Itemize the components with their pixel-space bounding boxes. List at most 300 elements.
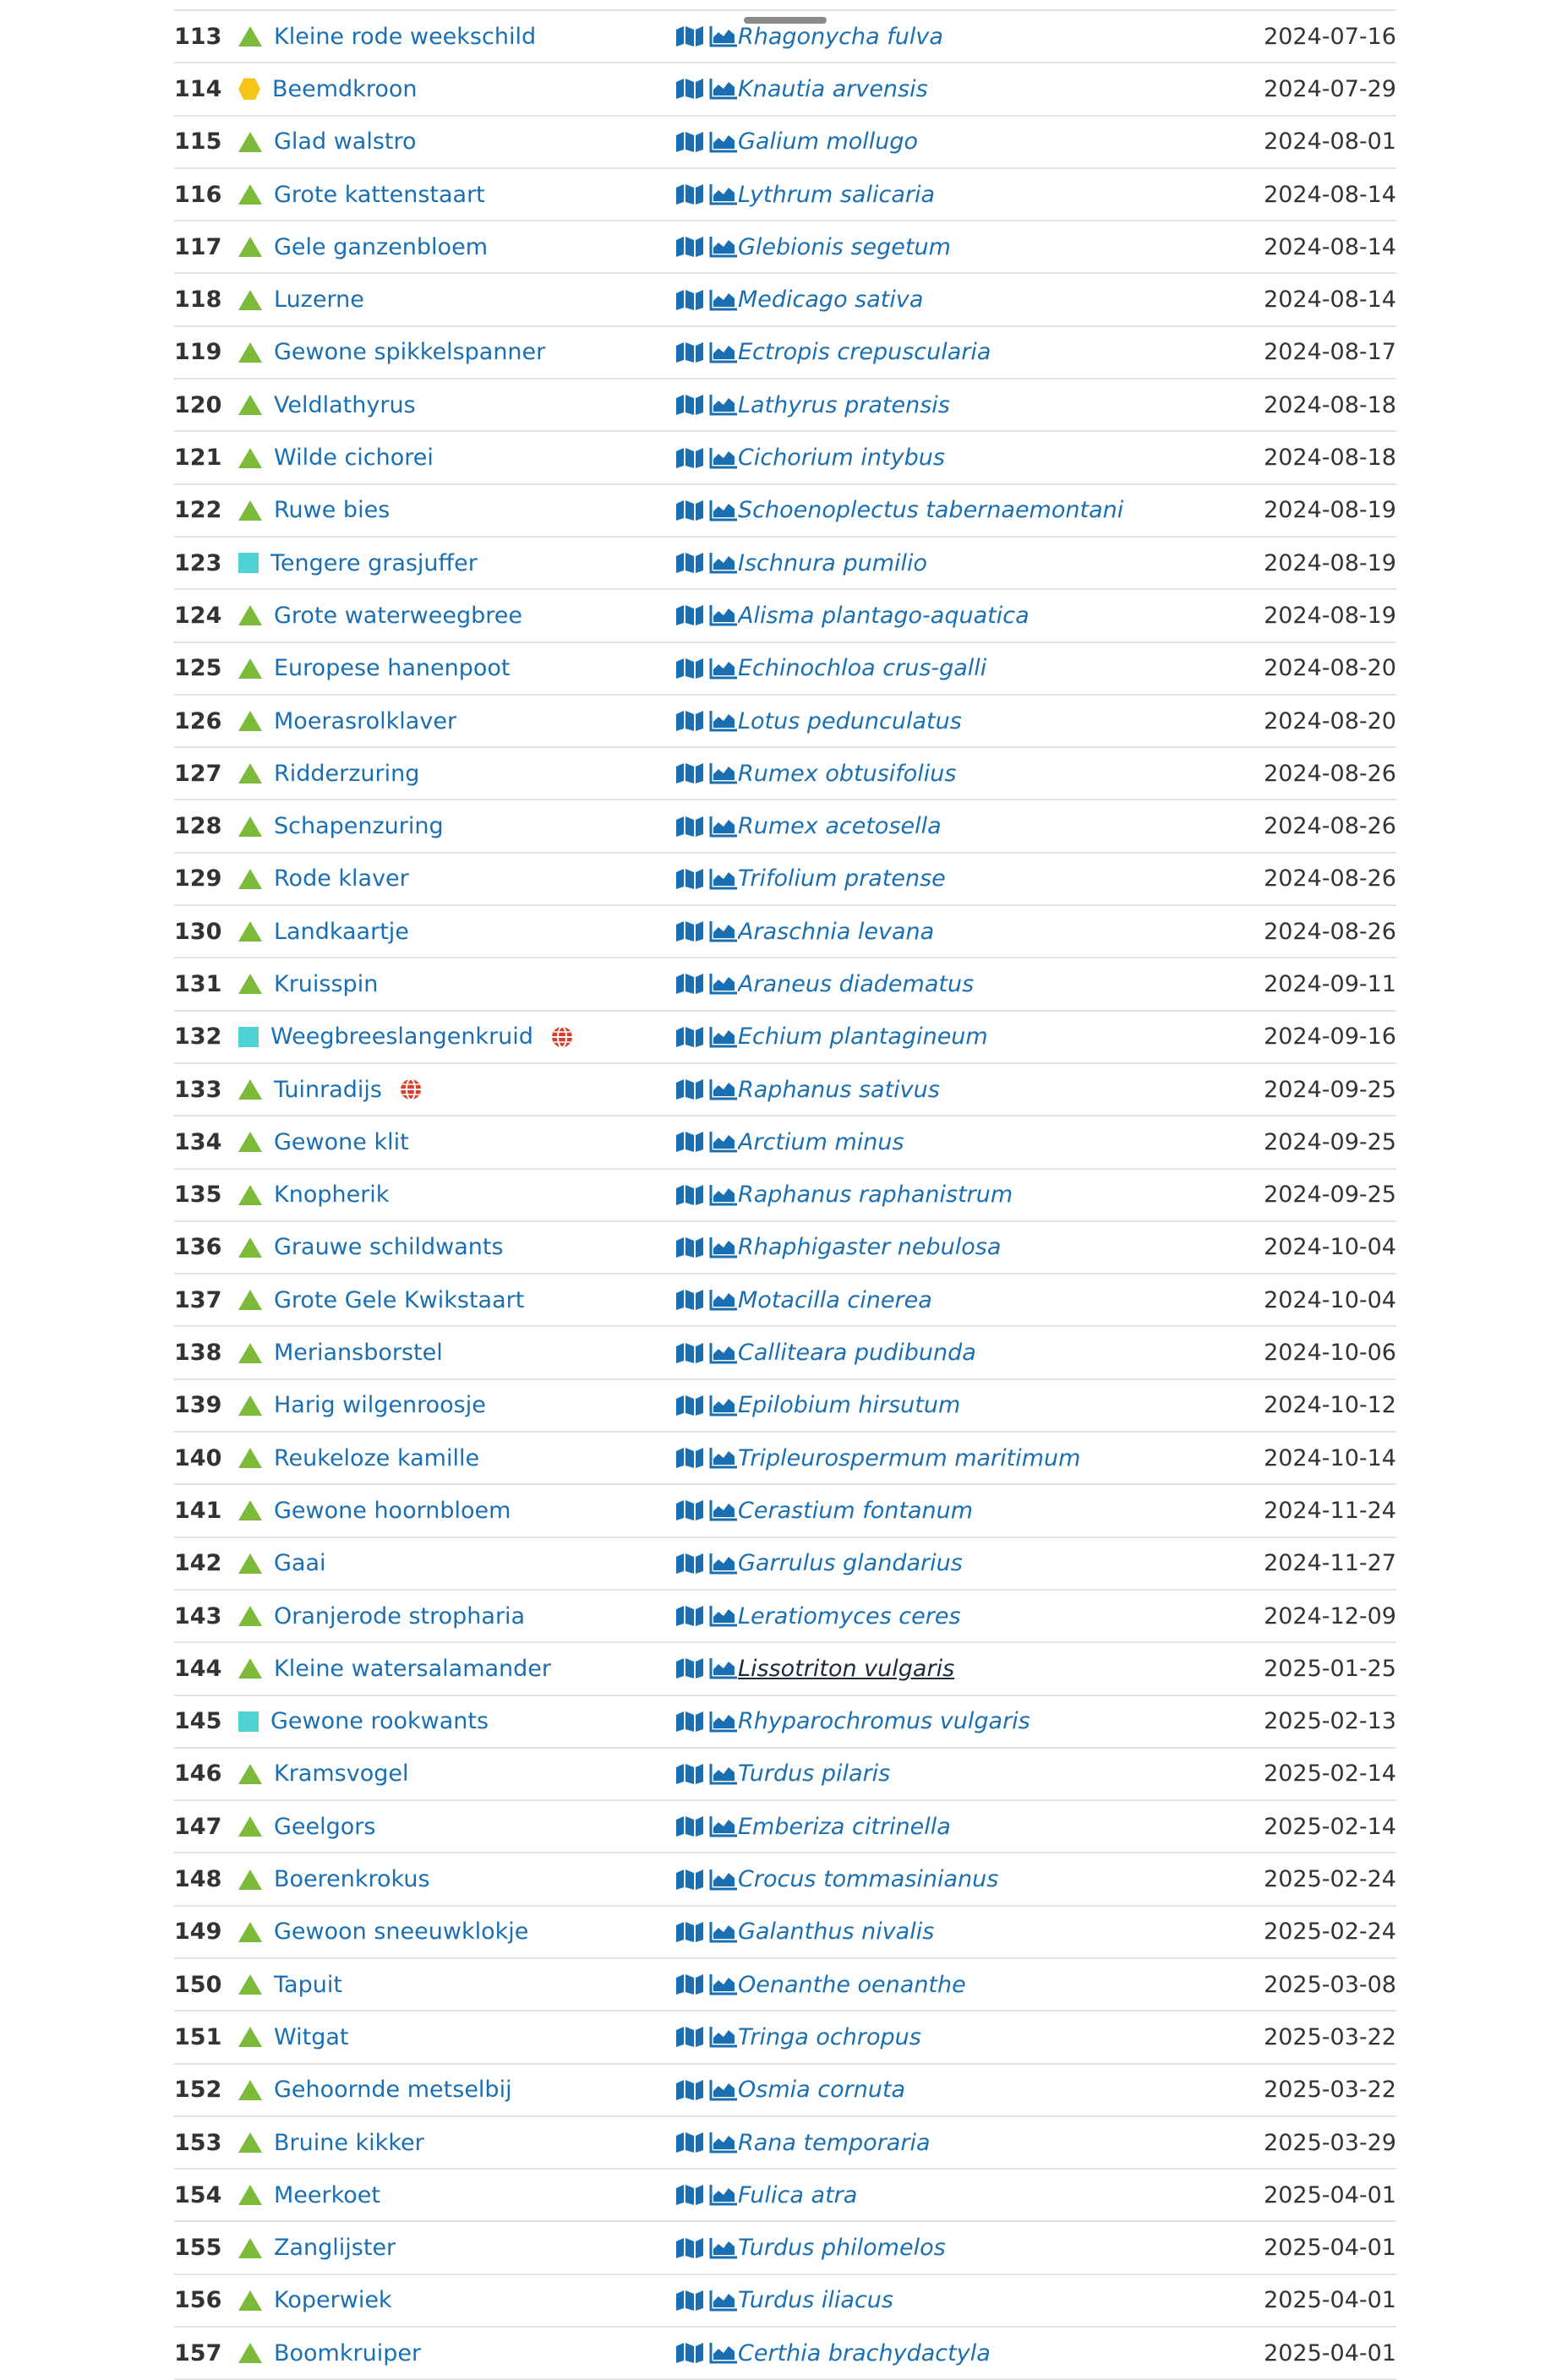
species-name-link[interactable]: Reukeloze kamille	[274, 1444, 480, 1471]
action-icons-cell	[658, 1011, 738, 1063]
scientific-name-link[interactable]: Turdus philomelos	[738, 2235, 946, 2262]
chart-icon[interactable]	[709, 1236, 738, 1258]
species-name-cell	[228, 1221, 658, 1274]
map-icon[interactable]	[675, 1395, 704, 1417]
map-icon[interactable]	[675, 2184, 704, 2206]
chart-icon[interactable]	[709, 920, 738, 942]
scientific-name-cell	[738, 1011, 1210, 1063]
action-icons-cell	[658, 2274, 738, 2327]
species-name-cell	[228, 1116, 658, 1168]
observation-date: 2024-09-25	[1210, 1116, 1396, 1168]
species-table	[174, 9, 1396, 2380]
chart-icon[interactable]	[709, 1711, 738, 1733]
observation-date: 2025-02-24	[1210, 1853, 1396, 1905]
observation-date: 2024-08-26	[1210, 800, 1396, 852]
scientific-name-cell	[738, 1853, 1210, 1905]
map-icon[interactable]	[675, 2079, 704, 2101]
scientific-name-cell	[738, 1116, 1210, 1168]
map-icon[interactable]	[675, 710, 704, 732]
map-icon[interactable]	[675, 658, 704, 680]
species-row	[174, 2274, 1396, 2327]
species-name-link[interactable]: Gewoon sneeuwklokje	[274, 1919, 529, 1946]
map-icon[interactable]	[675, 1869, 704, 1891]
species-name-cell	[228, 1800, 658, 1853]
chart-icon[interactable]	[709, 1921, 738, 1943]
row-number: 126	[174, 695, 228, 747]
triangle-status-icon	[238, 1870, 262, 1890]
row-number: 122	[174, 484, 228, 537]
row-number: 144	[174, 1642, 228, 1695]
observation-date: 2024-08-14	[1210, 168, 1396, 221]
scientific-name-link[interactable]: Crocus tommasinianus	[738, 1866, 999, 1893]
action-icons-cell	[658, 2064, 738, 2116]
species-name-link[interactable]: Glad walstro	[274, 128, 417, 156]
species-name-link[interactable]: Ruwe bies	[274, 497, 390, 524]
scientific-name-link[interactable]: Knautia arvensis	[738, 75, 928, 102]
chart-icon[interactable]	[709, 1657, 738, 1679]
map-icon[interactable]	[675, 1499, 704, 1521]
row-number: 115	[174, 116, 228, 168]
scientific-name-link[interactable]: Lythrum salicaria	[738, 181, 936, 208]
scientific-name-link[interactable]: Cerastium fontanum	[738, 1497, 974, 1524]
chart-icon[interactable]	[709, 2237, 738, 2259]
species-row	[174, 800, 1396, 852]
action-icons-cell	[658, 1748, 738, 1800]
observation-date: 2024-08-26	[1210, 905, 1396, 958]
species-name-link[interactable]: Boerenkrokus	[274, 1866, 430, 1893]
scientific-name-link[interactable]: Emberiza citrinella	[738, 1813, 951, 1840]
chart-icon[interactable]	[709, 1605, 738, 1627]
chart-icon[interactable]	[709, 973, 738, 995]
scientific-name-link[interactable]: Garrulus glandarius	[738, 1550, 963, 1577]
species-name-link[interactable]: Gaai	[274, 1550, 326, 1577]
scientific-name-link[interactable]: Galium mollugo	[738, 128, 919, 156]
chart-icon[interactable]	[709, 1131, 738, 1153]
action-icons-cell	[658, 589, 738, 641]
species-name-link[interactable]: Wilde cichorei	[274, 445, 434, 472]
scientific-name-link[interactable]: Alisma plantago-aquatica	[738, 602, 1030, 629]
species-name-cell	[228, 2169, 658, 2221]
chart-icon[interactable]	[709, 1815, 738, 1837]
row-number: 157	[174, 2327, 228, 2379]
map-icon[interactable]	[675, 552, 704, 574]
chart-icon[interactable]	[709, 499, 738, 521]
scientific-name-link[interactable]: Raphanus raphanistrum	[738, 1182, 1013, 1209]
chart-icon[interactable]	[709, 868, 738, 890]
species-name-cell	[228, 273, 658, 325]
chart-icon[interactable]	[709, 1447, 738, 1469]
chart-icon[interactable]	[709, 1289, 738, 1311]
map-icon[interactable]	[675, 1973, 704, 1995]
map-icon[interactable]	[675, 1078, 704, 1100]
chart-icon[interactable]	[709, 1763, 738, 1785]
species-name-cell	[228, 1379, 658, 1432]
chart-icon[interactable]	[709, 1973, 738, 1995]
action-icons-cell	[658, 273, 738, 325]
action-icons-cell	[658, 1537, 738, 1590]
observation-date: 2025-02-14	[1210, 1748, 1396, 1800]
species-name-link[interactable]: Grauwe schildwants	[274, 1234, 504, 1261]
map-icon[interactable]	[675, 1026, 704, 1048]
scientific-name-link[interactable]: Motacilla cinerea	[738, 1286, 932, 1313]
triangle-status-icon	[238, 1395, 262, 1416]
chart-icon[interactable]	[709, 552, 738, 574]
chart-icon[interactable]	[709, 1078, 738, 1100]
chart-icon[interactable]	[709, 762, 738, 784]
observation-date: 2025-02-14	[1210, 1800, 1396, 1853]
species-name-link[interactable]: Grote Gele Kwikstaart	[274, 1286, 525, 1313]
map-icon[interactable]	[675, 1131, 704, 1153]
species-name-link[interactable]: Boomkruiper	[274, 2339, 422, 2366]
scientific-name-cell	[738, 1695, 1210, 1748]
map-icon[interactable]	[675, 1236, 704, 1258]
species-name-link[interactable]: Geelgors	[274, 1813, 376, 1840]
species-name-cell	[228, 695, 658, 747]
map-icon[interactable]	[675, 1289, 704, 1311]
species-name-cell	[228, 1537, 658, 1590]
species-name-link[interactable]: Grote kattenstaart	[274, 181, 485, 208]
species-row	[174, 1011, 1396, 1063]
species-name-link[interactable]: Gewone rookwants	[270, 1708, 489, 1735]
scientific-name-link[interactable]: Tringa ochropus	[738, 2023, 921, 2050]
scientific-name-link[interactable]: Araschnia levana	[738, 918, 935, 945]
scientific-name-link[interactable]: Oenanthe oenanthe	[738, 1971, 966, 1998]
species-name-link[interactable]: Meriansborstel	[274, 1340, 443, 1367]
species-row	[174, 484, 1396, 537]
species-row	[174, 589, 1396, 641]
species-row	[174, 747, 1396, 800]
chart-icon[interactable]	[709, 1184, 738, 1206]
scientific-name-cell	[738, 63, 1210, 115]
row-number: 118	[174, 273, 228, 325]
action-icons-cell	[658, 1484, 738, 1537]
row-number: 131	[174, 958, 228, 1010]
species-name-link[interactable]: Tengere grasjuffer	[270, 549, 478, 576]
species-name-link[interactable]: Oranjerode stropharia	[274, 1602, 526, 1629]
row-number: 143	[174, 1590, 228, 1642]
species-name-cell	[228, 537, 658, 589]
species-name-link[interactable]: Bruine kikker	[274, 2129, 424, 2156]
row-number: 119	[174, 326, 228, 379]
action-icons-cell	[658, 1853, 738, 1905]
scientific-name-link[interactable]: Leratiomyces ceres	[738, 1602, 961, 1629]
map-icon[interactable]	[675, 341, 704, 363]
chart-icon[interactable]	[709, 2026, 738, 2048]
action-icons-cell	[658, 2327, 738, 2379]
species-name-cell	[228, 2011, 658, 2063]
scientific-name-link[interactable]: Arctium minus	[738, 1128, 904, 1155]
chart-icon[interactable]	[709, 394, 738, 416]
observation-date: 2024-08-01	[1210, 116, 1396, 168]
species-name-cell	[228, 2274, 658, 2327]
row-number: 116	[174, 168, 228, 221]
triangle-status-icon	[238, 1132, 262, 1152]
chart-icon[interactable]	[709, 2184, 738, 2206]
scientific-name-link[interactable]: Raphanus sativus	[738, 1076, 940, 1103]
globe-exotic-icon	[550, 1025, 574, 1049]
map-icon[interactable]	[675, 920, 704, 942]
map-icon[interactable]	[675, 604, 704, 626]
globe-exotic-icon	[399, 1078, 423, 1101]
action-icons-cell	[658, 10, 738, 63]
species-name-link[interactable]: Gehoornde metselbij	[274, 2077, 512, 2104]
chart-icon[interactable]	[709, 1026, 738, 1048]
map-icon[interactable]	[675, 1815, 704, 1837]
scientific-name-link[interactable]: Turdus pilaris	[738, 1760, 891, 1788]
map-icon[interactable]	[675, 816, 704, 838]
triangle-status-icon	[238, 500, 262, 521]
species-name-link[interactable]: Europese hanenpoot	[274, 655, 511, 682]
observation-date: 2024-08-18	[1210, 431, 1396, 483]
chart-icon[interactable]	[709, 658, 738, 680]
map-icon[interactable]	[675, 2342, 704, 2364]
chart-icon[interactable]	[709, 2079, 738, 2101]
map-icon[interactable]	[675, 1184, 704, 1206]
species-name-link[interactable]: Grote waterweegbree	[274, 602, 522, 629]
scientific-name-link[interactable]: Fulica atra	[738, 2181, 858, 2208]
species-name-link[interactable]: Knopherik	[274, 1182, 390, 1209]
map-icon[interactable]	[675, 2132, 704, 2153]
species-name-cell	[228, 1958, 658, 2011]
chart-icon[interactable]	[709, 289, 738, 311]
species-name-cell	[228, 1063, 658, 1116]
map-icon[interactable]	[675, 1605, 704, 1627]
species-row	[174, 1642, 1396, 1695]
chart-icon[interactable]	[709, 183, 738, 205]
species-row	[174, 905, 1396, 958]
scientific-name-link[interactable]: Certhia brachydactyla	[738, 2339, 991, 2366]
scientific-name-link[interactable]: Lissotriton vulgaris	[738, 1655, 955, 1682]
species-name-link[interactable]: Kruisspin	[274, 970, 379, 997]
triangle-status-icon	[238, 1185, 262, 1205]
scientific-name-link[interactable]: Rhyparochromus vulgaris	[738, 1708, 1030, 1735]
chart-icon[interactable]	[709, 131, 738, 153]
map-icon[interactable]	[675, 25, 704, 47]
action-icons-cell	[658, 958, 738, 1010]
chart-icon[interactable]	[709, 447, 738, 469]
scientific-name-link[interactable]: Rhaphigaster nebulosa	[738, 1234, 1002, 1261]
scientific-name-cell	[738, 2274, 1210, 2327]
observation-date: 2024-08-17	[1210, 326, 1396, 379]
species-name-cell	[228, 63, 658, 115]
species-name-cell	[228, 379, 658, 431]
map-icon[interactable]	[675, 1921, 704, 1943]
scientific-name-link[interactable]: Glebionis segetum	[738, 233, 951, 260]
map-icon[interactable]	[675, 2237, 704, 2259]
species-name-link[interactable]: Rode klaver	[274, 865, 409, 892]
scientific-name-link[interactable]: Osmia cornuta	[738, 2077, 906, 2104]
scientific-name-link[interactable]: Echinochloa crus-galli	[738, 655, 987, 682]
chart-icon[interactable]	[709, 2290, 738, 2312]
scientific-name-link[interactable]: Rana temporaria	[738, 2129, 931, 2156]
scientific-name-cell	[738, 853, 1210, 905]
map-icon[interactable]	[675, 1342, 704, 1364]
action-icons-cell	[658, 1958, 738, 2011]
scientific-name-cell	[738, 1484, 1210, 1537]
map-icon[interactable]	[675, 131, 704, 153]
scientific-name-link[interactable]: Lathyrus pratensis	[738, 391, 950, 418]
map-icon[interactable]	[675, 868, 704, 890]
scientific-name-link[interactable]: Epilobium hirsutum	[738, 1392, 961, 1419]
species-name-link[interactable]: Gele ganzenbloem	[274, 233, 488, 260]
species-row	[174, 1484, 1396, 1537]
species-name-link[interactable]: Ridderzuring	[274, 760, 420, 787]
chart-icon[interactable]	[709, 2342, 738, 2364]
scientific-name-cell	[738, 2116, 1210, 2169]
action-icons-cell	[658, 326, 738, 379]
species-name-link[interactable]: Meerkoet	[274, 2181, 381, 2208]
species-name-link[interactable]: Gewone spikkelspanner	[274, 339, 546, 366]
observation-date: 2024-10-12	[1210, 1379, 1396, 1432]
species-name-link[interactable]: Beemdkroon	[272, 75, 418, 102]
triangle-status-icon	[238, 1237, 262, 1258]
chart-icon[interactable]	[709, 1869, 738, 1891]
species-row	[174, 431, 1396, 483]
scientific-name-link[interactable]: Turdus iliacus	[738, 2287, 893, 2314]
triangle-status-icon	[238, 1500, 262, 1520]
scientific-name-link[interactable]: Medicago sativa	[738, 287, 924, 314]
scientific-name-link[interactable]: Calliteara pudibunda	[738, 1340, 976, 1367]
species-name-link[interactable]: Zanglijster	[274, 2235, 396, 2262]
action-icons-cell	[658, 853, 738, 905]
chart-icon[interactable]	[709, 341, 738, 363]
triangle-status-icon	[238, 1764, 262, 1784]
species-name-link[interactable]: Tapuit	[274, 1971, 342, 1998]
scientific-name-link[interactable]: Rumex acetosella	[738, 813, 942, 840]
chart-icon[interactable]	[709, 816, 738, 838]
triangle-status-icon	[238, 1448, 262, 1468]
scientific-name-link[interactable]: Lotus pedunculatus	[738, 707, 962, 734]
row-number: 145	[174, 1695, 228, 1748]
species-name-link[interactable]: Kramsvogel	[274, 1760, 409, 1788]
square-status-icon	[238, 553, 259, 573]
species-name-link[interactable]: Landkaartje	[274, 918, 409, 945]
row-number: 117	[174, 221, 228, 273]
action-icons-cell	[658, 537, 738, 589]
map-icon[interactable]	[675, 1763, 704, 1785]
scientific-name-link[interactable]: Schoenoplectus tabernaemontani	[738, 497, 1124, 524]
action-icons-cell	[658, 1274, 738, 1326]
map-icon[interactable]	[675, 499, 704, 521]
species-name-link[interactable]: Luzerne	[274, 287, 364, 314]
scientific-name-link[interactable]: Rumex obtusifolius	[738, 760, 957, 787]
map-icon[interactable]	[675, 2026, 704, 2048]
observation-date: 2024-10-14	[1210, 1432, 1396, 1484]
scientific-name-cell	[738, 2327, 1210, 2379]
map-icon[interactable]	[675, 1657, 704, 1679]
action-icons-cell	[658, 379, 738, 431]
scientific-name-link[interactable]: Araneus diadematus	[738, 970, 975, 997]
species-name-link[interactable]: Veldlathyrus	[274, 391, 416, 418]
species-name-link[interactable]: Weegbreeslangenkruid	[270, 1024, 533, 1051]
map-icon[interactable]	[675, 447, 704, 469]
map-icon[interactable]	[675, 1553, 704, 1575]
species-name-link[interactable]: Kleine watersalamander	[274, 1655, 552, 1682]
observation-date: 2024-07-16	[1210, 10, 1396, 63]
scientific-name-cell	[738, 273, 1210, 325]
species-name-link[interactable]: Kleine rode weekschild	[274, 23, 537, 50]
row-number: 123	[174, 537, 228, 589]
triangle-status-icon	[238, 1553, 262, 1574]
scientific-name-link[interactable]: Ischnura pumilio	[738, 549, 928, 576]
species-name-link[interactable]: Harig wilgenroosje	[274, 1392, 486, 1419]
species-name-link[interactable]: Witgat	[274, 2023, 349, 2050]
scientific-name-link[interactable]: Trifolium pratense	[738, 865, 946, 892]
species-row	[174, 1537, 1396, 1590]
species-name-link[interactable]: Tuinradijs	[274, 1076, 382, 1103]
chart-icon[interactable]	[709, 604, 738, 626]
species-row	[174, 326, 1396, 379]
observation-date: 2024-11-27	[1210, 1537, 1396, 1590]
row-number: 125	[174, 642, 228, 695]
species-name-link[interactable]: Gewone hoornbloem	[274, 1497, 511, 1524]
scientific-name-link[interactable]: Tripleurospermum maritimum	[738, 1444, 1081, 1471]
map-icon[interactable]	[675, 973, 704, 995]
scientific-name-link[interactable]: Galanthus nivalis	[738, 1919, 935, 1946]
chart-icon[interactable]	[709, 78, 738, 100]
scientific-name-link[interactable]: Cichorium intybus	[738, 445, 945, 472]
row-number: 114	[174, 63, 228, 115]
map-icon[interactable]	[675, 2290, 704, 2312]
observation-date: 2024-08-26	[1210, 853, 1396, 905]
chart-icon[interactable]	[709, 710, 738, 732]
chart-icon[interactable]	[709, 25, 738, 47]
map-icon[interactable]	[675, 236, 704, 258]
species-row	[174, 1748, 1396, 1800]
scientific-name-cell	[738, 1906, 1210, 1958]
species-name-link[interactable]: Moerasrolklaver	[274, 707, 457, 734]
species-name-cell	[228, 905, 658, 958]
scientific-name-cell	[738, 1379, 1210, 1432]
triangle-status-icon	[238, 2027, 262, 2047]
chart-icon[interactable]	[709, 1553, 738, 1575]
action-icons-cell	[658, 695, 738, 747]
map-icon[interactable]	[675, 394, 704, 416]
observation-date: 2024-08-20	[1210, 695, 1396, 747]
triangle-status-icon	[238, 184, 262, 205]
chart-icon[interactable]	[709, 236, 738, 258]
scientific-name-link[interactable]: Ectropis crepuscularia	[738, 339, 991, 366]
action-icons-cell	[658, 116, 738, 168]
map-icon[interactable]	[675, 762, 704, 784]
species-name-link[interactable]: Koperwiek	[274, 2287, 392, 2314]
species-name-link[interactable]: Gewone klit	[274, 1128, 409, 1155]
scientific-name-link[interactable]: Rhagonycha fulva	[738, 23, 943, 50]
map-icon[interactable]	[675, 1711, 704, 1733]
scientific-name-link[interactable]: Echium plantagineum	[738, 1024, 988, 1051]
row-number: 148	[174, 1853, 228, 1905]
map-icon[interactable]	[675, 183, 704, 205]
chart-icon[interactable]	[709, 1342, 738, 1364]
species-row	[174, 10, 1396, 63]
observation-date: 2025-04-01	[1210, 2169, 1396, 2221]
observation-date: 2025-04-01	[1210, 2221, 1396, 2274]
map-icon[interactable]	[675, 289, 704, 311]
scientific-name-cell	[738, 958, 1210, 1010]
chart-icon[interactable]	[709, 2132, 738, 2153]
observation-date: 2025-03-22	[1210, 2011, 1396, 2063]
species-name-link[interactable]: Schapenzuring	[274, 813, 444, 840]
map-icon[interactable]	[675, 1447, 704, 1469]
species-name-cell	[228, 2221, 658, 2274]
scientific-name-cell	[738, 642, 1210, 695]
scientific-name-cell	[738, 379, 1210, 431]
chart-icon[interactable]	[709, 1499, 738, 1521]
map-icon[interactable]	[675, 78, 704, 100]
species-row	[174, 958, 1396, 1010]
observation-date: 2025-01-25	[1210, 1642, 1396, 1695]
chart-icon[interactable]	[709, 1395, 738, 1417]
